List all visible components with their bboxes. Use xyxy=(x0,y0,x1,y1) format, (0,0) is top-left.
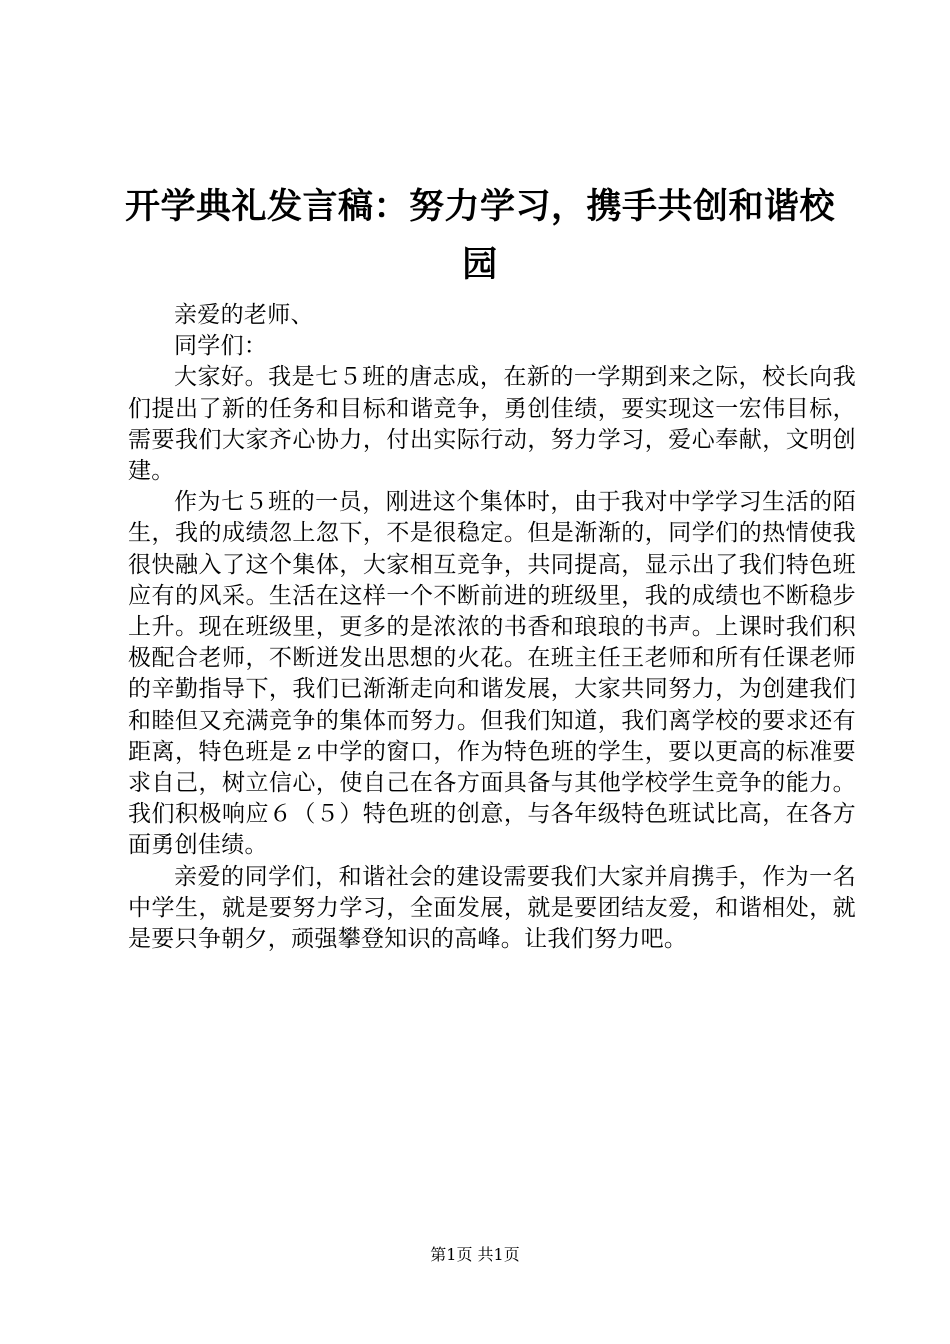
paragraph-greeting: 大家好。我是七５班的唐志成，在新的一学期到来之际，校长向我们提出了新的任务和目标和谐竞争，勇创佳绩，要实现这一宏伟目标，需要我们大家齐心协力，付出实际行动，努力学习，爱心奉献，文明创建。 xyxy=(128,364,856,485)
paragraph-class-experience: 作为七５班的一员，刚进这个集体时，由于我对中学学习生活的陌生，我的成绩忽上忽下，不是很稳定。但是渐渐的，同学们的热情使我很快融入了这个集体，大家相互竞争，共同提高，显示出了我们特色班应有的风采。生活在这样一个不断前进的班级里，我的成绩也不断稳步上升。现在班级里，更多的是浓浓的书香和琅琅的书声。上课时我们积极配合老师，不断迸发出思想的火花。在班主任王老师和所有任课老师的辛勤指导下，我们已渐渐走向和谐发展，大家共同努力，为创建我们和睦但又充满竞争的集体而努力。但我们知道，我们离学校的要求还有距离，特色班是ｚ中学的窗口，作为特色班的学生，要以更高的标准要求自己，树立信心，使自己在各方面具备与其他学校学生竞争的能力。我们积极响应６（５）特色班的创意，与各年级特色班试比高，在各方面勇创佳绩。 xyxy=(128,489,856,859)
page-footer: 第1页 共1页 xyxy=(430,1245,520,1264)
document-body xyxy=(128,300,856,955)
document-title: 开学典礼发言稿：努力学习，携手共创和谐校园 xyxy=(124,187,835,285)
paragraph-closing: 亲爱的同学们，和谐社会的建设需要我们大家并肩携手，作为一名中学生，就是要努力学习，全面发展，就是要团结友爱，和谐相处，就是要只争朝夕，顽强攀登知识的高峰。让我们努力吧。 xyxy=(128,863,856,953)
salutation-line-1: 亲爱的老师、 xyxy=(174,302,314,328)
salutation-line-2: 同学们： xyxy=(174,333,268,360)
